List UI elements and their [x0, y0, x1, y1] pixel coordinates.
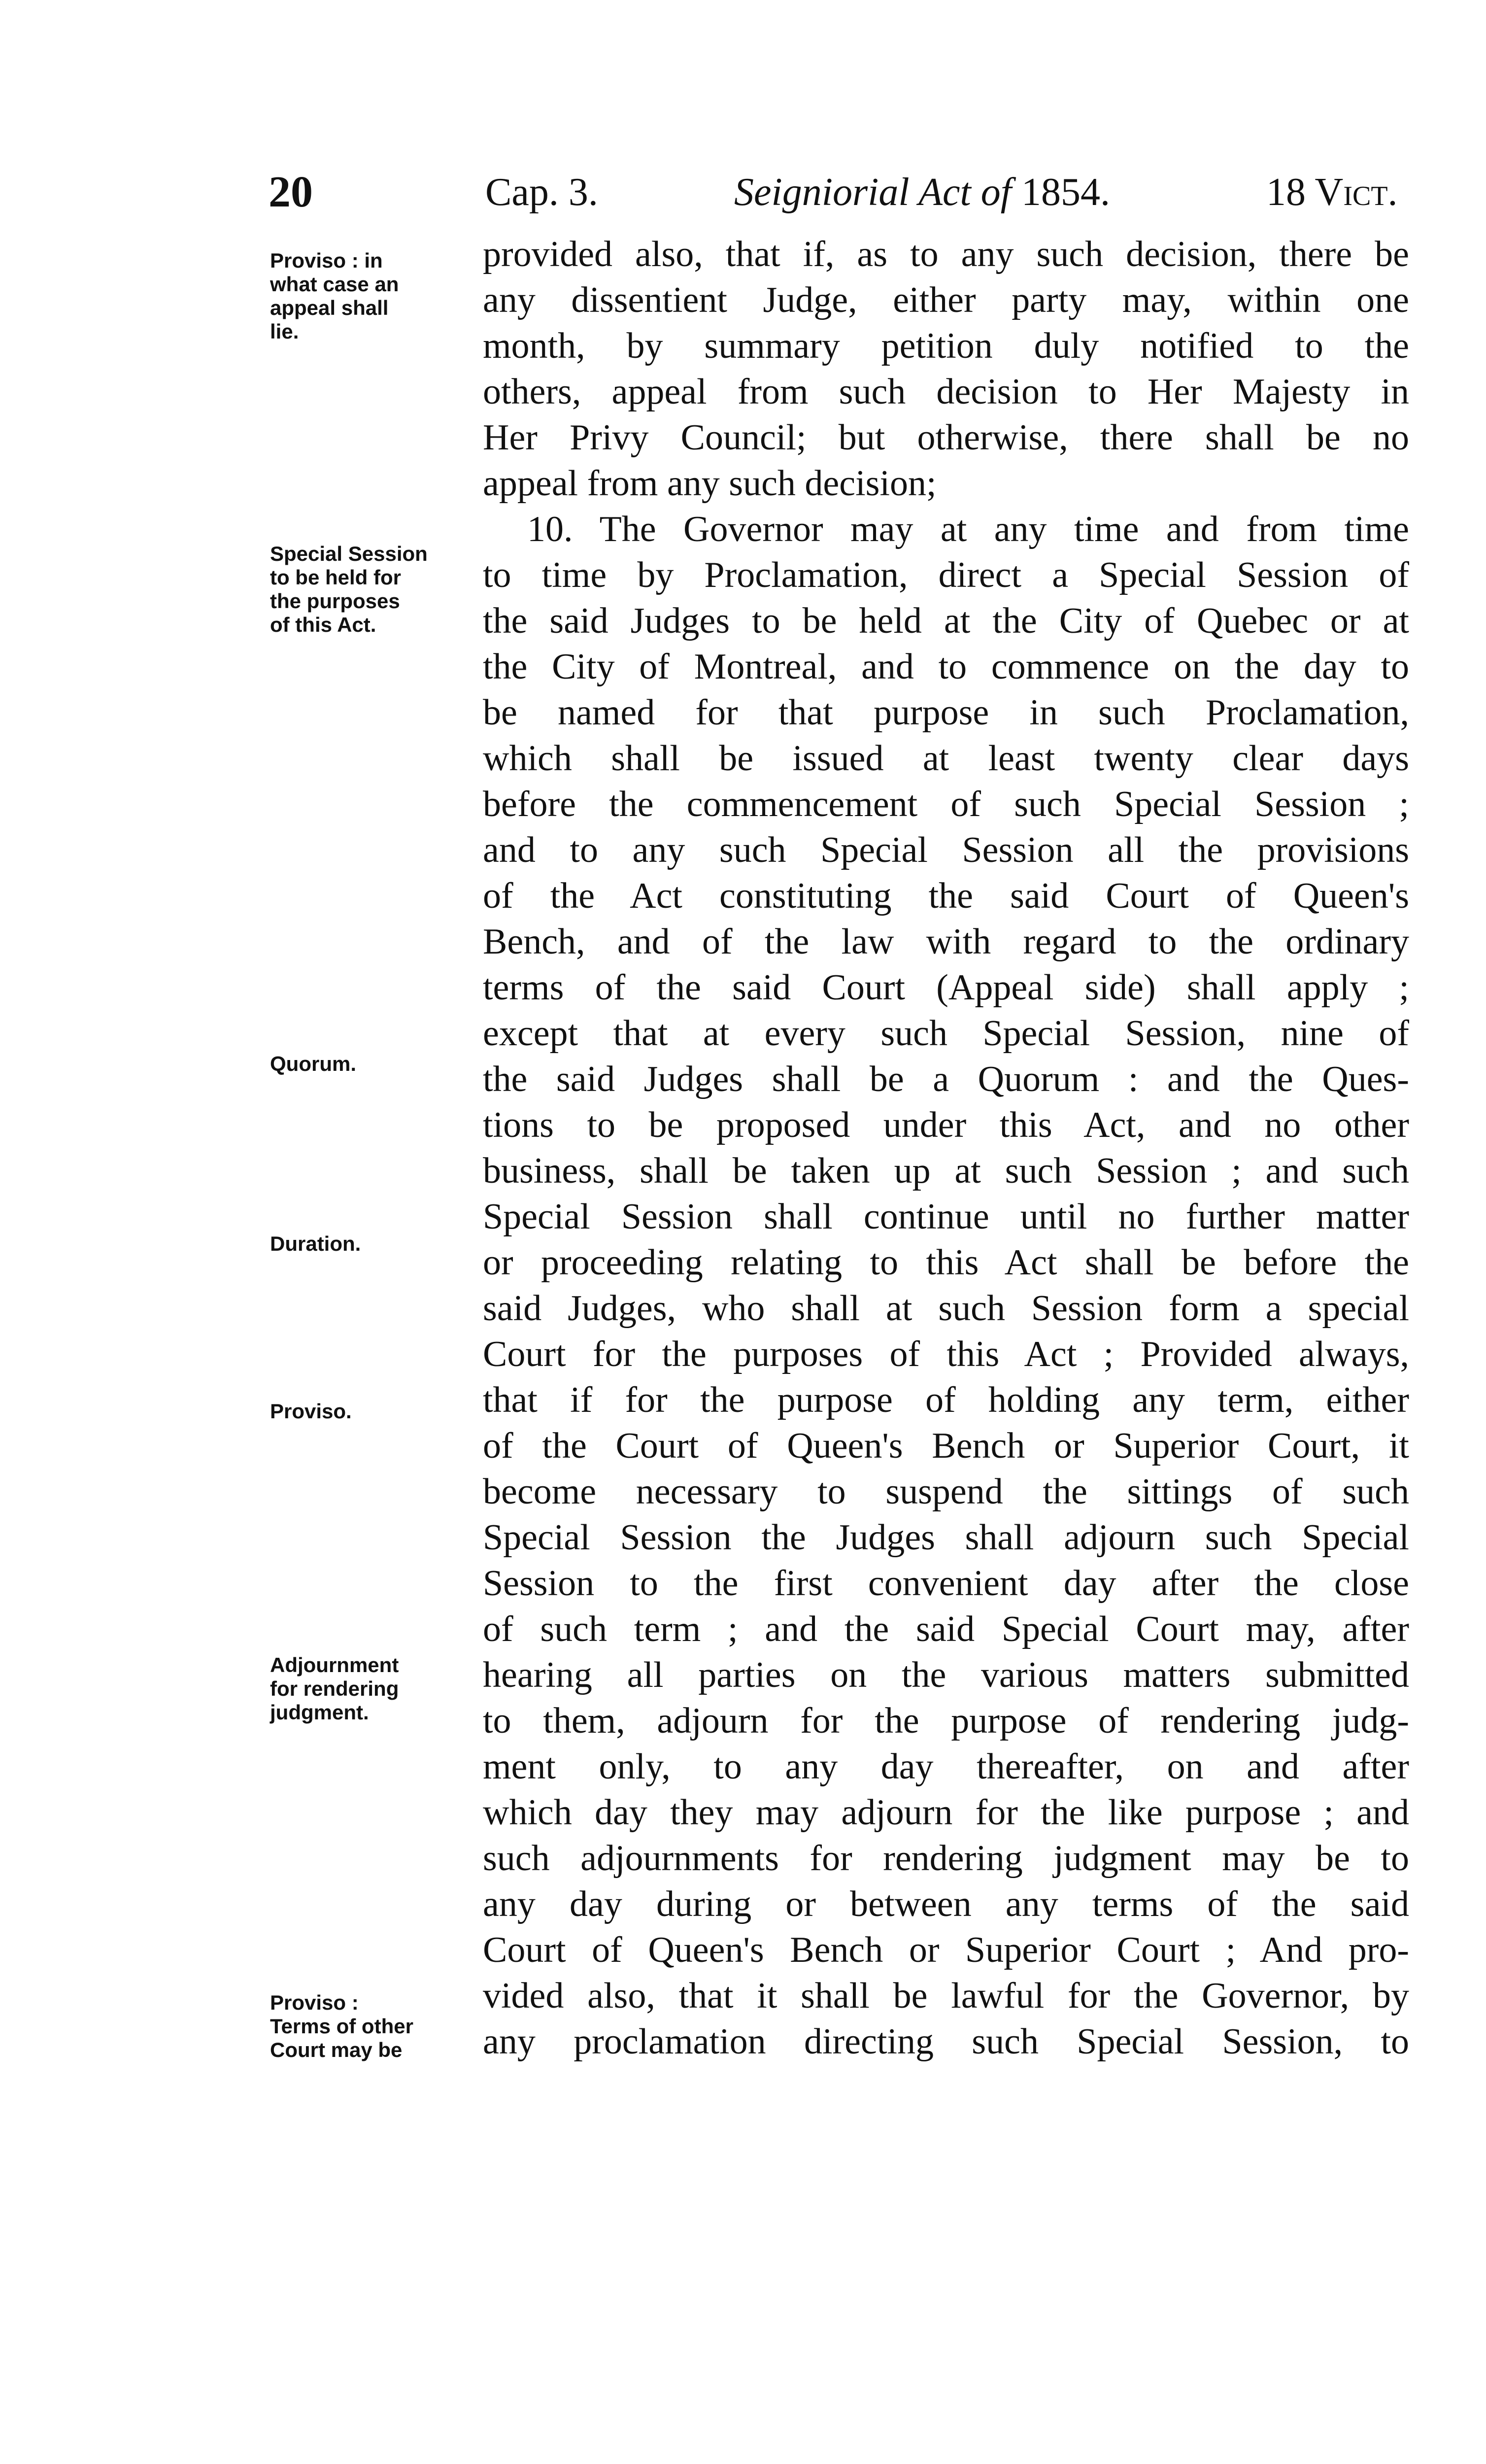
text-line: of such term ; and the said Special Court may, after [483, 1609, 1409, 1649]
text-line: terms of the said Court (Appeal side) shall apply ; [483, 967, 1409, 1008]
text-line: Her Privy Council; but otherwise, there shall be no [483, 417, 1409, 458]
text-line: any dissentient Judge, either party may, within one [483, 280, 1409, 320]
text-line: Bench, and of the law with regard to the ordinary [483, 922, 1409, 962]
text-line: Court for the purposes of this Act ; Provided always, [483, 1334, 1409, 1374]
act-title-text: Seigniorial Act of [734, 171, 1012, 214]
text-line: said Judges, who shall at such Session form a special [483, 1288, 1409, 1329]
text-line: tions to be proposed under this Act, and no other [483, 1105, 1409, 1145]
text-line: and to any such Special Session all the provisions [483, 830, 1409, 870]
text-line: which shall be issued at least twenty clear days [483, 738, 1409, 779]
text-line: ment only, to any day thereafter, on and after [483, 1746, 1409, 1787]
page-number: 20 [269, 168, 313, 216]
text-line: any proclamation directing such Special Session, to [483, 2021, 1409, 2062]
text-line: business, shall be taken up at such Session ; and such [483, 1151, 1409, 1191]
text-line: become necessary to suspend the sittings of such [483, 1472, 1409, 1512]
margin-note-proviso-appeal: Proviso : in what case an appeal shall lie. [270, 249, 399, 343]
text-line: that if for the purpose of holding any term, either [483, 1380, 1409, 1420]
act-year: 1854. [1021, 171, 1110, 214]
text-line: Court of Queen's Bench or Superior Court ; And pro- [483, 1930, 1409, 1970]
margin-note-proviso-terms: Proviso : Terms of other Court may be [270, 1991, 413, 2061]
text-line: vided also, that it shall be lawful for the Governor, by [483, 1976, 1409, 2016]
text-line: the City of Montreal, and to commence on the day to [483, 647, 1409, 687]
chapter-label: Cap. 3. [485, 171, 598, 214]
text-line: be named for that purpose in such Proclamation, [483, 692, 1409, 733]
text-line: appeal from any such decision; [483, 463, 937, 504]
text-line: any day during or between any terms of the said [483, 1884, 1409, 1924]
text-line: Special Session the Judges shall adjourn such Special [483, 1517, 1409, 1558]
section-10-start: 10. The Governor may at any time and from time [527, 509, 1409, 549]
text-line: the said Judges to be held at the City of Quebec or at [483, 601, 1409, 641]
text-line: Special Session shall continue until no further matter [483, 1197, 1409, 1237]
margin-note-proviso: Proviso. [270, 1400, 352, 1423]
text-line: month, by summary petition duly notified to the [483, 326, 1409, 366]
margin-note-quorum: Quorum. [270, 1052, 356, 1075]
text-line: provided also, that if, as to any such decision, there be [483, 234, 1409, 274]
text-line: the said Judges shall be a Quorum : and the Ques- [483, 1059, 1409, 1099]
margin-note-special-session: Special Session to be held for the purposes of this Act. [270, 542, 428, 636]
text-line: except that at every such Special Session, nine of [483, 1013, 1409, 1054]
text-line: Session to the first convenient day after the close [483, 1563, 1409, 1604]
text-line: others, appeal from such decision to Her Majesty in [483, 372, 1409, 412]
text-line: of the Act constituting the said Court of Queen's [483, 876, 1409, 916]
text-line: hearing all parties on the various matters submitted [483, 1655, 1409, 1695]
body-text [483, 232, 1409, 2065]
act-title [734, 168, 1110, 217]
margin-note-duration: Duration. [270, 1232, 361, 1255]
text-line: to time by Proclamation, direct a Special Session of [483, 555, 1409, 595]
text-line: before the commencement of such Special Session ; [483, 784, 1409, 824]
text-line: which day they may adjourn for the like purpose ; and [483, 1792, 1409, 1833]
text-line: or proceeding relating to this Act shall be before the [483, 1242, 1409, 1283]
margin-note-adjournment: Adjournment for rendering judgment. [270, 1653, 399, 1724]
regnal-year: 18 Vict. [1266, 171, 1398, 214]
text-line: such adjournments for rendering judgment may be to [483, 1838, 1409, 1879]
running-header [0, 168, 1486, 222]
text-line: of the Court of Queen's Bench or Superior Court, it [483, 1426, 1409, 1466]
text-line: to them, adjourn for the purpose of rendering judg- [483, 1701, 1409, 1741]
